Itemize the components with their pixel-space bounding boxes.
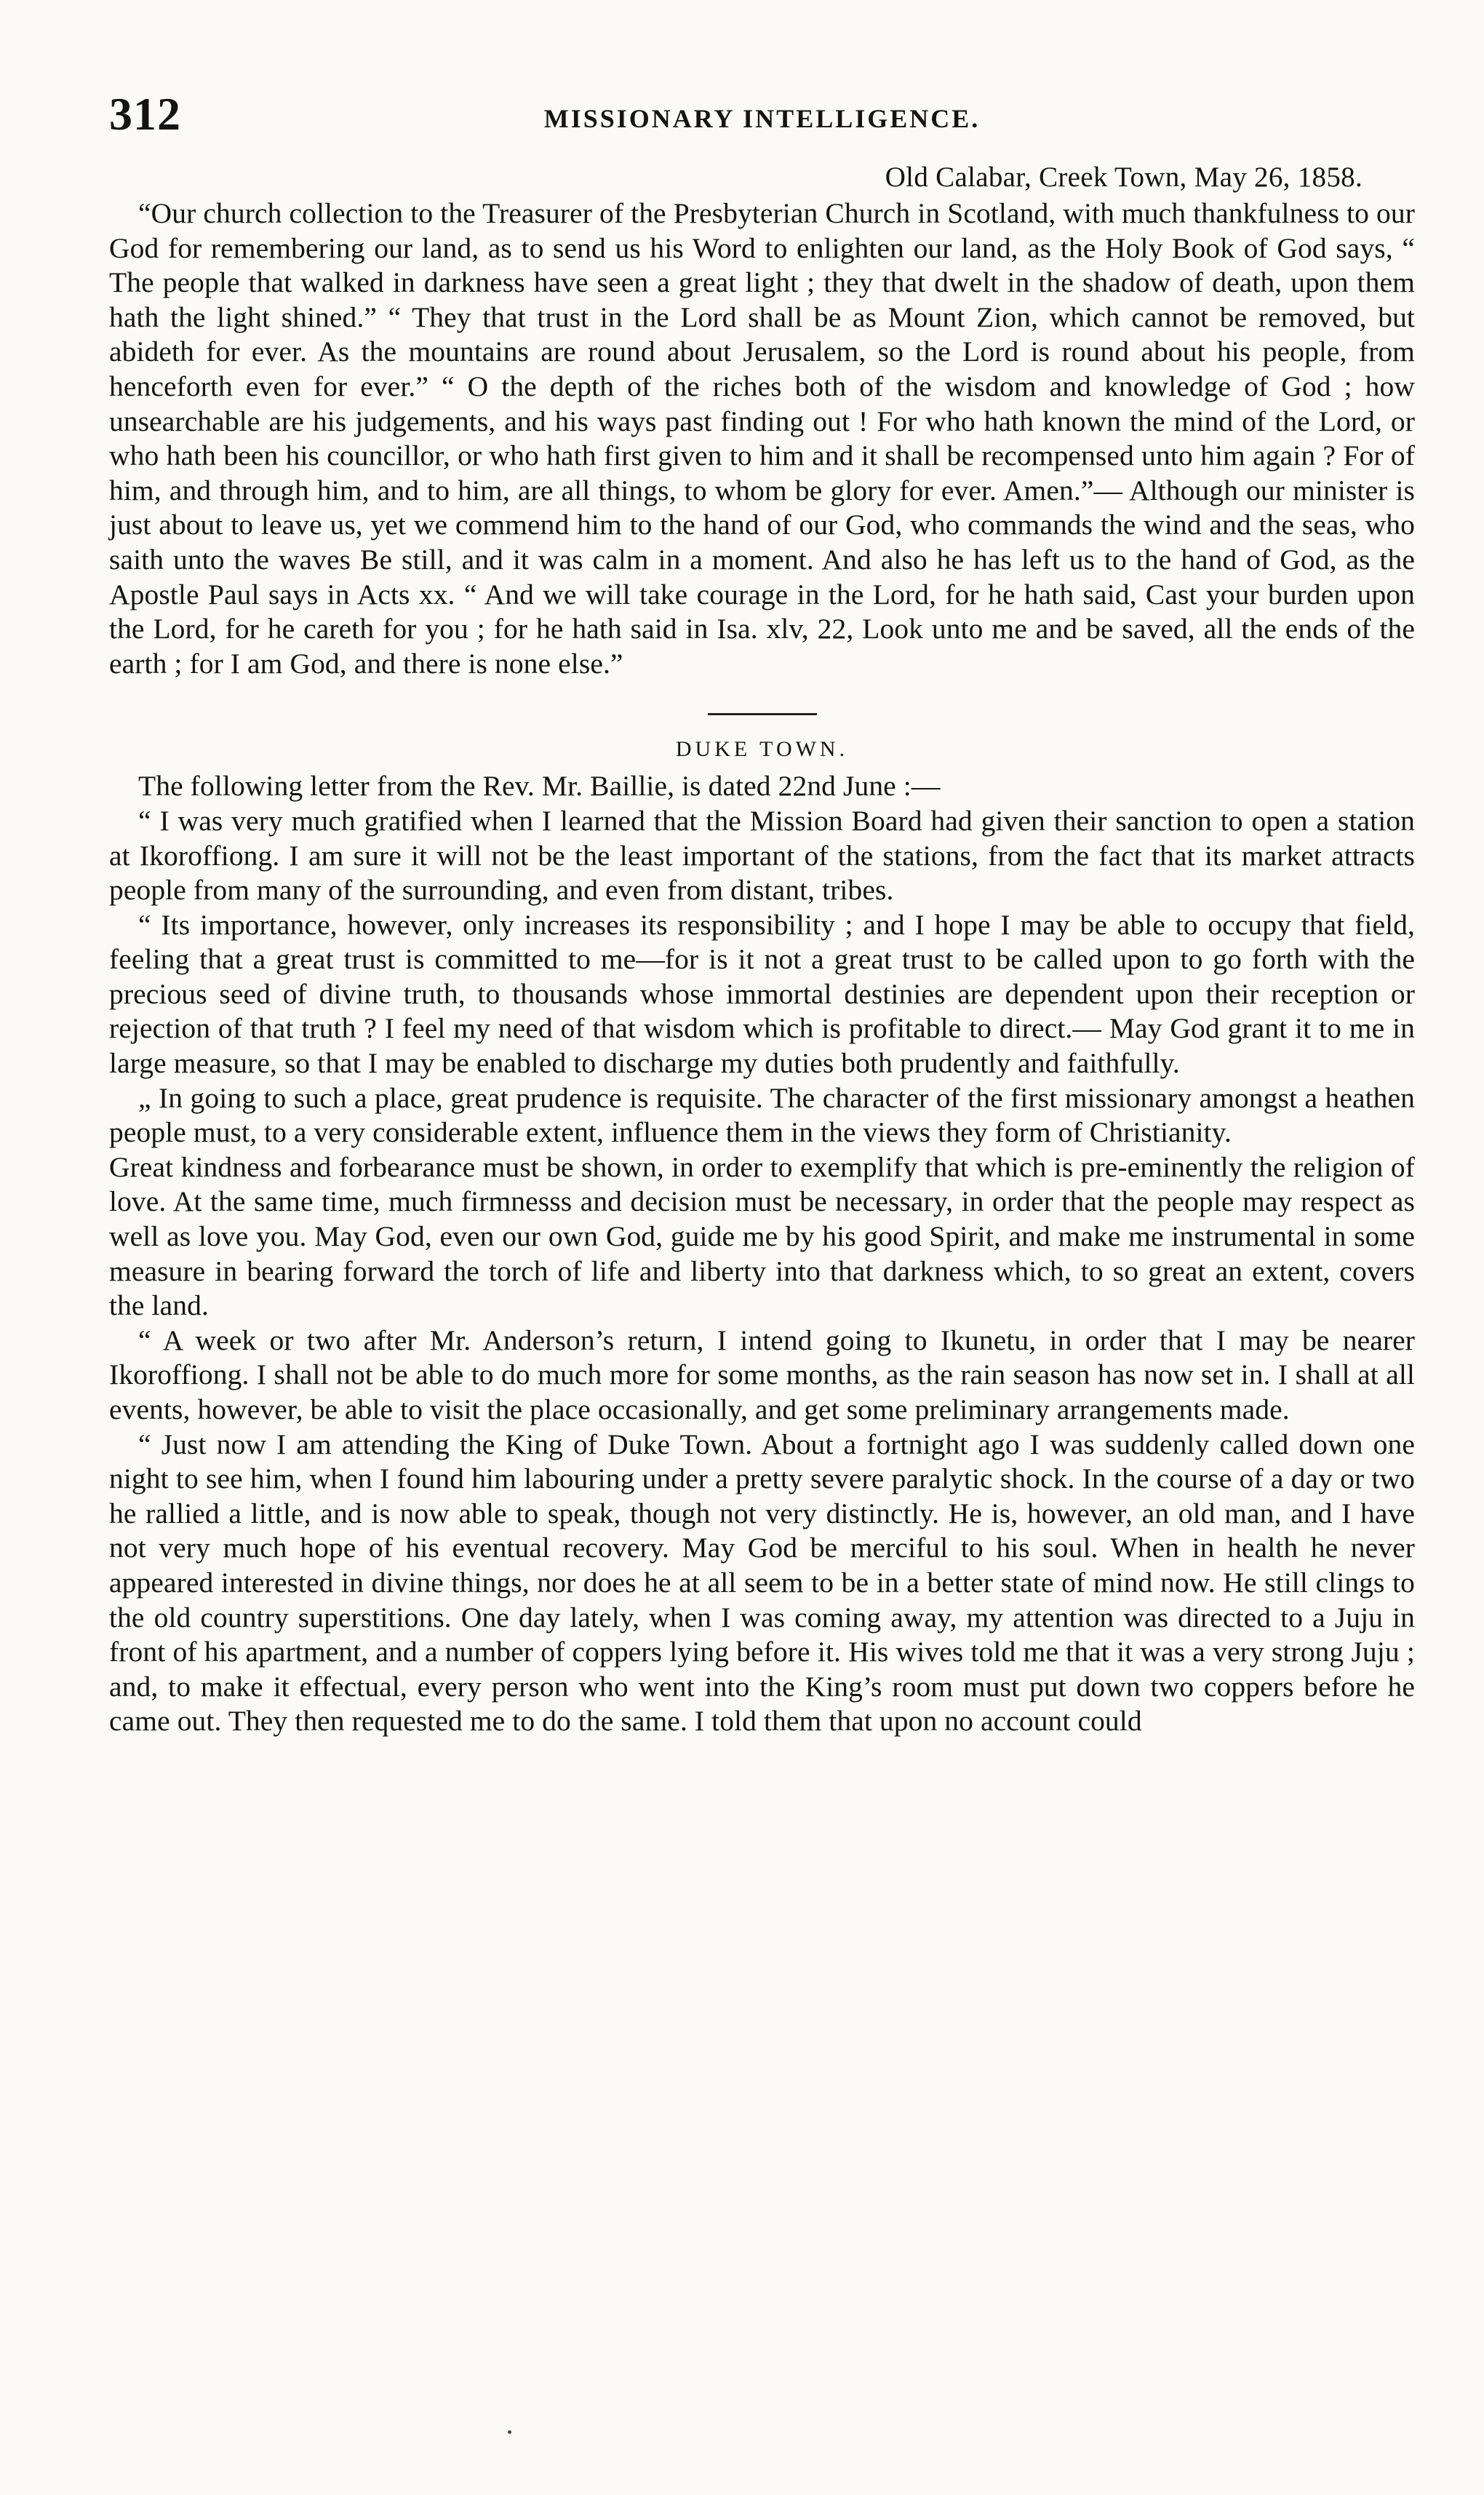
letter-paragraph: “Our church collection to the Treasurer of the Presbyterian Church in Scotland, with much thankfulness to our God for remembering our land, as to send us his Word to enlighten our land, as the Holy Book of God says, “ The people that walked in darkness have seen a great light ; they that dwelt in the shadow of death, upon them hath the light shined.” “ They that trust in the Lord shall be as Mount Zion, which cannot be removed, but abideth for ever. As the mountains are round about Jerusalem, so the Lord is round about his people, from henceforth even for ever.” “ O the depth of the riches both of the wisdom and knowledge of God ; how unsearchable are his judgements, and his ways past finding out ! For who hath known the mind of the Lord, or who hath been his councillor, or who hath first given to him and it shall be recompensed unto him again ? For of him, and through him, and to him, are all things, to whom be glory for ever. Amen.”— Although our minister is just about to leave us, yet we commend him to the hand of our God, who commands the wind and the seas, who saith unto the waves Be still, and it was calm in a moment. And also he has left us to the hand of God, as the Apostle Paul says in Acts xx. “ And we will take courage in the Lord, for he hath said, Cast your burden upon the Lord, for he careth for you ; for he hath said in Isa. xlv, 22, Look unto me and be saved, all the ends of the earth ; for I am God, and there is none else.”: [109, 197, 1415, 680]
document-page: [109, 87, 1415, 1739]
body-paragraph: Great kindness and forbearance must be shown, in order to exemplify that which is pre-eminently the religion of love. At the same time, much firmnesss and decision must be necessary, in order that the people may respect as well as love you. May God, even our own God, guide me by his good Spirit, and make me instrumental in some measure in bearing forward the torch of life and liberty into that darkness which, to so great an extent, covers the land.: [109, 1150, 1415, 1322]
letter-dateline: Old Calabar, Creek Town, May 26, 1858.: [885, 162, 1363, 193]
letter-body: [109, 196, 1415, 681]
section-divider: [708, 713, 817, 715]
section-intro: The following letter from the Rev. Mr. Baillie, is dated 22nd June :—: [138, 770, 941, 803]
body-paragraph: „ In going to such a place, great prudence is requisite. The character of the first missionary amongst a heathen people must, to a very considerable extent, influence them in the views they form of Christianity.: [109, 1081, 1415, 1149]
body-paragraph: “ I was very much gratified when I learned that the Mission Board had given their sanction to open a station at Ikoroffiong. I am sure it will not be the least important of the stations, from the fact that its market attracts people from many of the surrounding, and even from distant, tribes.: [109, 804, 1415, 907]
body-paragraph: “ A week or two after Mr. Anderson’s return, I intend going to Ikunetu, in order that I may be nearer Ikoroffiong. I shall not be able to do much more for some months, as the rain season has now set in. I shall at all events, however, be able to visit the place occasionally, and get some preliminary arrangements made.: [109, 1324, 1415, 1425]
page-header: [109, 87, 1415, 153]
running-head: MISSIONARY INTELLIGENCE.: [543, 104, 981, 133]
section-heading: DUKE TOWN.: [675, 737, 849, 762]
print-speck: [508, 2430, 511, 2434]
body-paragraph: “ Just now I am attending the King of Duke Town. About a fortnight ago I was suddenly called down one night to see him, when I found him labouring under a pretty severe paralytic shock. In the course of a day or two he rallied a little, and is now able to speak, though not very distinctly. He is, however, an old man, and I have not very much hope of his eventual recovery. May God be merciful to his soul. When in health he never appeared interested in divine things, nor does he at all seem to be in a better state of mind now. He still clings to the old country superstitions. One day lately, when I was coming away, my attention was directed to a Juju in front of his apartment, and a number of coppers lying before it. His wives told me that it was a very strong Juju ; and, to make it effectual, every person who went into the King’s room must put down two coppers before he came out. They then requested me to do the same. I told them that upon no account could: [109, 1428, 1415, 1738]
section-body: [109, 769, 1415, 1739]
page-number: 312: [109, 88, 181, 140]
body-paragraph: “ Its importance, however, only increases its responsibility ; and I hope I may be able to occupy that field, feeling that a great trust is committed to me—for is it not a great trust to be called upon to go forth with the precious seed of divine truth, to thousands whose immortal destinies are dependent upon their reception or rejection of that truth ? I feel my need of that wisdom which is profitable to direct.— May God grant it to me in large measure, so that I may be enabled to discharge my duties both prudently and faithfully.: [109, 908, 1415, 1080]
